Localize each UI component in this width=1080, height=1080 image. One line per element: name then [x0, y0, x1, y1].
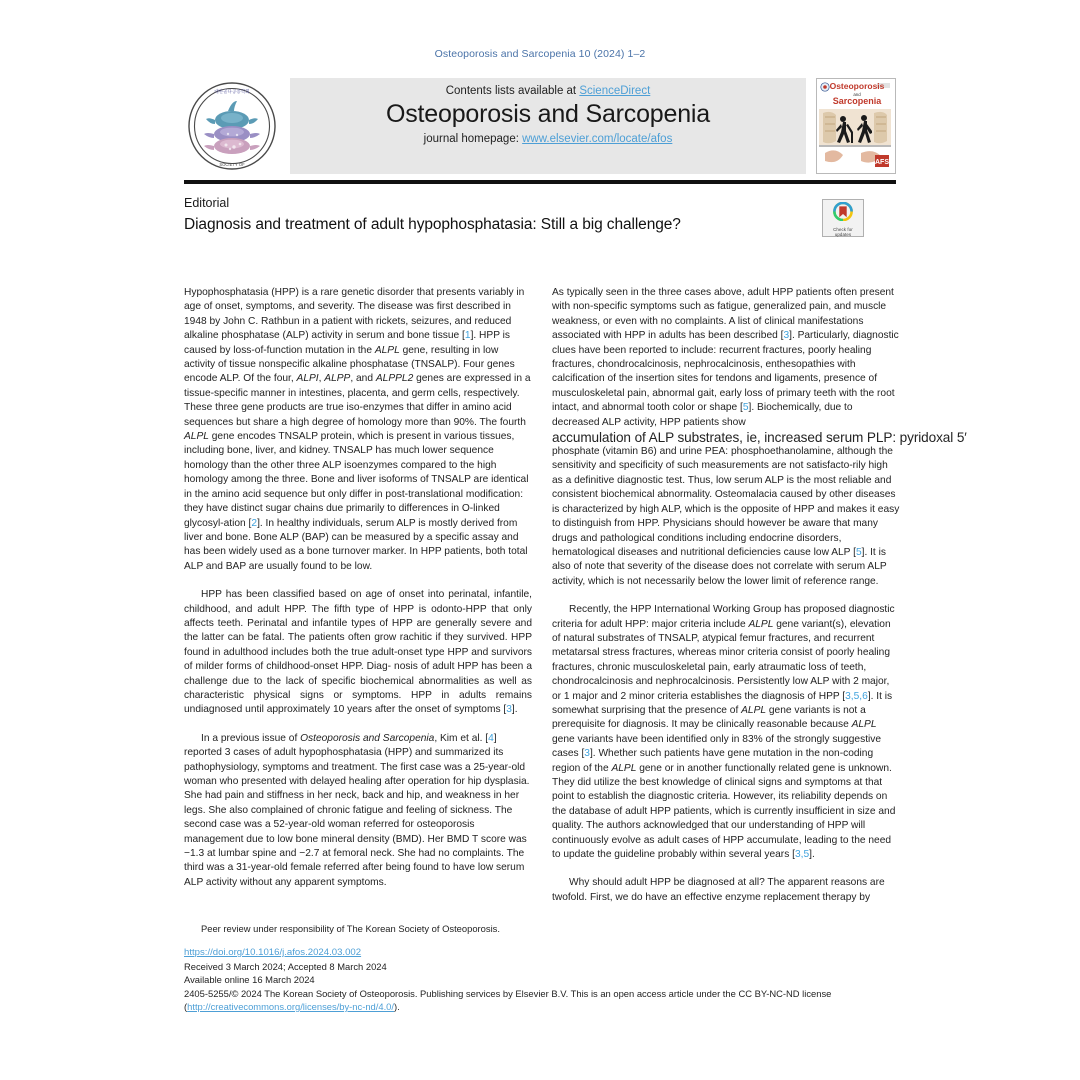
- crossmark-badge[interactable]: [822, 199, 864, 237]
- text-run: Recently, the HPP International Working Group has proposed diagnostic criteria for adult HPP: major criteria include: [552, 604, 895, 630]
- article-header: [184, 196, 896, 240]
- crossmark-label-line2: updates: [834, 232, 852, 238]
- society-logo-icon: [184, 78, 280, 174]
- crossmark-icon: [832, 202, 854, 221]
- peer-review-note: Peer review under responsibility of The Korean Society of Osteoporosis.: [201, 923, 500, 934]
- text-run: gene or in another functionally related gene is unknown. They did utilize the best knowledge of clinical signs and symptoms at that point to establish the diagnostic criteria. However, its reliability depends on the database of adult HPP patients, which is currently insufficient in size and quality. The authors acknowledged that our understanding of HPP will continuously evolve as adult cases of HPP accumulate, leading to the need to update the guideline probably within several years [: [552, 762, 896, 861]
- paragraph-4: [552, 286, 967, 589]
- svg-text:대한골다공증학회: 대한골다공증학회: [214, 90, 250, 95]
- oversized-text-line: accumulation of ALP substrates, ie, increased serum PLP: pyridoxal 5′: [552, 430, 967, 446]
- gene-name: ALPPL2: [375, 373, 414, 385]
- text-run: As typically seen in the three cases above, adult HPP patients often present with non-specific symptoms such as fatigue, generalized pain, and muscle weakness, or even with no complaints. A list of clinical manifestations associated with HPP in adults has been described [: [552, 287, 894, 342]
- journal-homepage-link[interactable]: www.elsevier.com/locate/afos: [522, 133, 673, 145]
- text-run: gene variants have been identified only in 83% of the strongly suggestive cases [: [552, 733, 882, 760]
- license-line: [184, 1000, 900, 1013]
- reference-link[interactable]: 1: [464, 330, 471, 342]
- svg-text:Sarcopenia: Sarcopenia: [832, 96, 882, 106]
- paragraph-6: Why should adult HPP be diagnosed at all? The apparent reasons are twofold. First, we do have an effective enzyme replacement therapy by: [552, 877, 885, 903]
- reference-link[interactable]: 3,5,6: [845, 690, 868, 702]
- gene-name: ALPL: [184, 431, 209, 443]
- text-run: , and: [350, 373, 376, 385]
- paragraph-3: [184, 732, 532, 890]
- gene-name: ALPI: [296, 373, 319, 385]
- reference-link[interactable]: 3: [584, 748, 590, 760]
- paragraph-2: [184, 588, 532, 718]
- reference-link[interactable]: 3: [506, 704, 512, 716]
- paren-close: ).: [394, 1000, 400, 1012]
- reference-link[interactable]: 2: [251, 517, 258, 529]
- journal-title: Osteoporosis and Sarcopenia: [386, 100, 710, 128]
- text-run: ]. Whether such patients have gene mutation in the non-coding region of the: [552, 748, 874, 774]
- received-dates: Received 3 March 2024; Accepted 8 March 2024: [184, 961, 387, 973]
- text-run: ].: [809, 849, 815, 861]
- right-column: [552, 286, 967, 919]
- journal-homepage-line: [290, 133, 806, 145]
- paragraph-5: [552, 603, 900, 862]
- text-run: phosphate (vitamin B6) and urine PEA: phosphoethanolamine, although the sensitivity and specificity of such measurements are not satisfacto-rily high as a definitive diagnostic test. Thus, low serum ALP is the most reliable and consistent biochemical abnormality. Osteomalacia caused by other diseases is characterized by high ALP, which is the opposite of HPP and makes it easy to distinguish from HPP. Physicians should however be aware that many drugs and pathological conditions including endocrine disorders, hematological diseases and nutritional deficiencies cause low ALP [: [552, 446, 900, 558]
- paren-open: (: [184, 1000, 188, 1012]
- crossmark-label-line1: Check for: [833, 227, 853, 232]
- contents-line: [290, 85, 806, 97]
- gene-name: ALPL: [741, 704, 767, 716]
- svg-text:Osteoporosis: Osteoporosis: [829, 81, 885, 91]
- text-run: HPP has been classified based on age of onset into perinatal, infantile, childhood, and adult HPP. The fifth type of HPP is odonto-HPP that only affects teeth. Perinatal and infantile types of HPP are generally severe and the latter can be fatal. The patients often grow rachitic if they survived. HPP found in adulthood includes both the true adult-onset type HPP and survivors of milder forms of childhood-onset HPP. Diag- nosis of adult HPP has been a challenge due to the lack of specific biochemical abnormalities as well as characteristic physical signs or symptoms. HPP in adults remains undiagnosed until approximately 10 years after the onset of symptoms [: [184, 589, 532, 716]
- license-link[interactable]: http://creativecommons.org/licenses/by-nc-nd/4.0/: [187, 1000, 394, 1012]
- text-run: In a previous issue of: [201, 732, 301, 744]
- reference-link[interactable]: 5: [855, 546, 862, 558]
- paragraph-1: [184, 286, 532, 574]
- text-run: ]. It is also of note that severity of the disease does not correlate with serum ALP activity, which is not necessarily below the lower limit of reference range.: [552, 546, 887, 587]
- text-run: ].: [511, 704, 518, 716]
- contents-prefix: Contents lists available at: [445, 85, 580, 97]
- text-run: gene encodes TNSALP protein, which is present in various tissues, including bone, liver, and kidney. TNSALP has much lower sequence homology than the other three ALP isoenzymes compared to the high homology among the three. Bone and liver isoforms of TNSALP are identical in the amino acid sequence but only differ in post-translational modification: they have distinct sugar chains due primarily to differences in O-linked glycosyl-ation [: [184, 431, 529, 529]
- text-run: , Kim et al. [: [434, 732, 489, 744]
- article-type-label: Editorial: [184, 196, 230, 210]
- running-head: Osteoporosis and Sarcopenia 10 (2024) 1–2: [434, 48, 646, 60]
- text-run: ]. HPP is caused by loss-of-function mutation in the: [184, 330, 511, 356]
- reference-link[interactable]: 3,5: [794, 849, 810, 861]
- left-column: [184, 286, 532, 919]
- text-run: Hypophosphatasia (HPP) is a rare genetic disorder that presents variably in age of onset, symptoms, and severity. The disease was first described in 1948 by John C. Rathbun in a patient with rickets, seizures, and reduced alkaline phosphatase (ALP) activity in serum and bone tissue [: [184, 287, 525, 342]
- masthead: [184, 78, 896, 174]
- text-run: ]. Biochemically, due to decreased ALP activity, HPP patients show: [552, 402, 853, 428]
- text-run: ] reported 3 cases of adult hypophosphatasia (HPP) and summarized its pathophysiology, symptoms and treatment. The first case was a 25-year-old woman who presented with delayed healing after operation for hip dysplasia. She had pain and stiffness in her neck, back and hip, and weakness in her legs. She also complained of chronic fatigue and feeling of sickness. The second case was a 52-year-old woman referred for osteoporosis management due to low bone mineral density (BMD). Her BMD T score was −1.3 at lumbar spine and −2.7 at femoral neck. She had no complaints. The third was a 31-year-old female referred after being found to have low serum ALP activity without any apparent symptoms.: [184, 732, 530, 888]
- reference-link[interactable]: 4: [488, 732, 494, 744]
- gene-name: ALPL: [374, 344, 400, 356]
- reference-link[interactable]: 3: [783, 330, 790, 342]
- homepage-prefix: journal homepage:: [423, 133, 523, 145]
- text-run: genes are expressed in a tissue-specific manner in intestines, placenta, and germ cells, respectively. These three gene products are true iso-enzymes that differ in amino acid sequences but share a high degree of homology more than 90%. The fourth: [184, 373, 531, 428]
- available-online-date: Available online 16 March 2024: [184, 974, 315, 986]
- gene-name: ALPP: [324, 373, 351, 385]
- text-run: gene variant(s), elevation of natural substrates of TNSALP, atypical femur fractures, and recurrent metatarsal stress fractures, whereas minor criteria consist of poorly healing fractures, chronic musculoskeletal pain, early atraumatic loss of teeth, chondrocalcinosis and nephrocalcinosis. Persistently low ALP with 2 major, or 1 major and 2 minor criteria establishes the diagnosis of HPP [: [552, 618, 891, 702]
- doi-link[interactable]: https://doi.org/10.1016/j.afos.2024.03.002: [184, 947, 362, 958]
- text-run: ]. Particularly, diagnostic clues have been reported to include: recurrent fractures, poorly healing fractures, chondrocalcinosis, nephrocalcinosis, enthesopathies with calcification of the insertion sites for tendons and ligaments, presence of musculoskeletal pain, abnormal gait, early loss of primary teeth with the root intact, and abnormal tooth color or shape [: [552, 330, 899, 414]
- copyright-line: 2405-5255/© 2024 The Korean Society of Osteoporosis. Publishing services by Elsevier B.V. This is an open access article under the CC BY-NC-ND license: [184, 987, 832, 999]
- gene-name: ALPL: [611, 762, 637, 774]
- text-run: ,: [318, 373, 325, 385]
- svg-text:AFS: AFS: [875, 159, 889, 166]
- article-title: Diagnosis and treatment of adult hypophosphatasia: Still a big challenge?: [184, 216, 681, 233]
- reference-link[interactable]: 5: [742, 402, 749, 414]
- text-run: ]. In healthy individuals, serum ALP is mostly derived from liver and bone. Bone ALP (BAP) can be measured by a specific assay and has been widely used as a bone turnover marker. In HPP patients, both total ALP and BAP are usually found to be low.: [184, 517, 528, 572]
- gene-name: ALPL: [851, 719, 877, 731]
- text-run: gene variants is not a prerequisite for diagnosis. It may be clinically reasonable because: [552, 704, 866, 731]
- masthead-rule: [184, 180, 896, 184]
- text-run: gene, resulting in low activity of tissue nonspecific alkaline phosphatase (TNSALP). Four genes encode ALP. Of the four,: [184, 344, 515, 385]
- article-footer: [184, 946, 900, 1013]
- journal-banner: [290, 78, 806, 174]
- svg-text:and: and: [853, 92, 861, 97]
- journal-cover-thumbnail: [816, 78, 896, 174]
- svg-text:SOCIETY OF: SOCIETY OF: [219, 162, 245, 167]
- journal-name-italic: Osteoporosis and Sarcopenia: [300, 732, 435, 744]
- gene-name: ALPL: [748, 618, 774, 630]
- article-body: [184, 286, 967, 919]
- text-run: ]. It is somewhat surprising that the presence of: [552, 690, 893, 716]
- sciencedirect-link[interactable]: ScienceDirect: [579, 85, 651, 97]
